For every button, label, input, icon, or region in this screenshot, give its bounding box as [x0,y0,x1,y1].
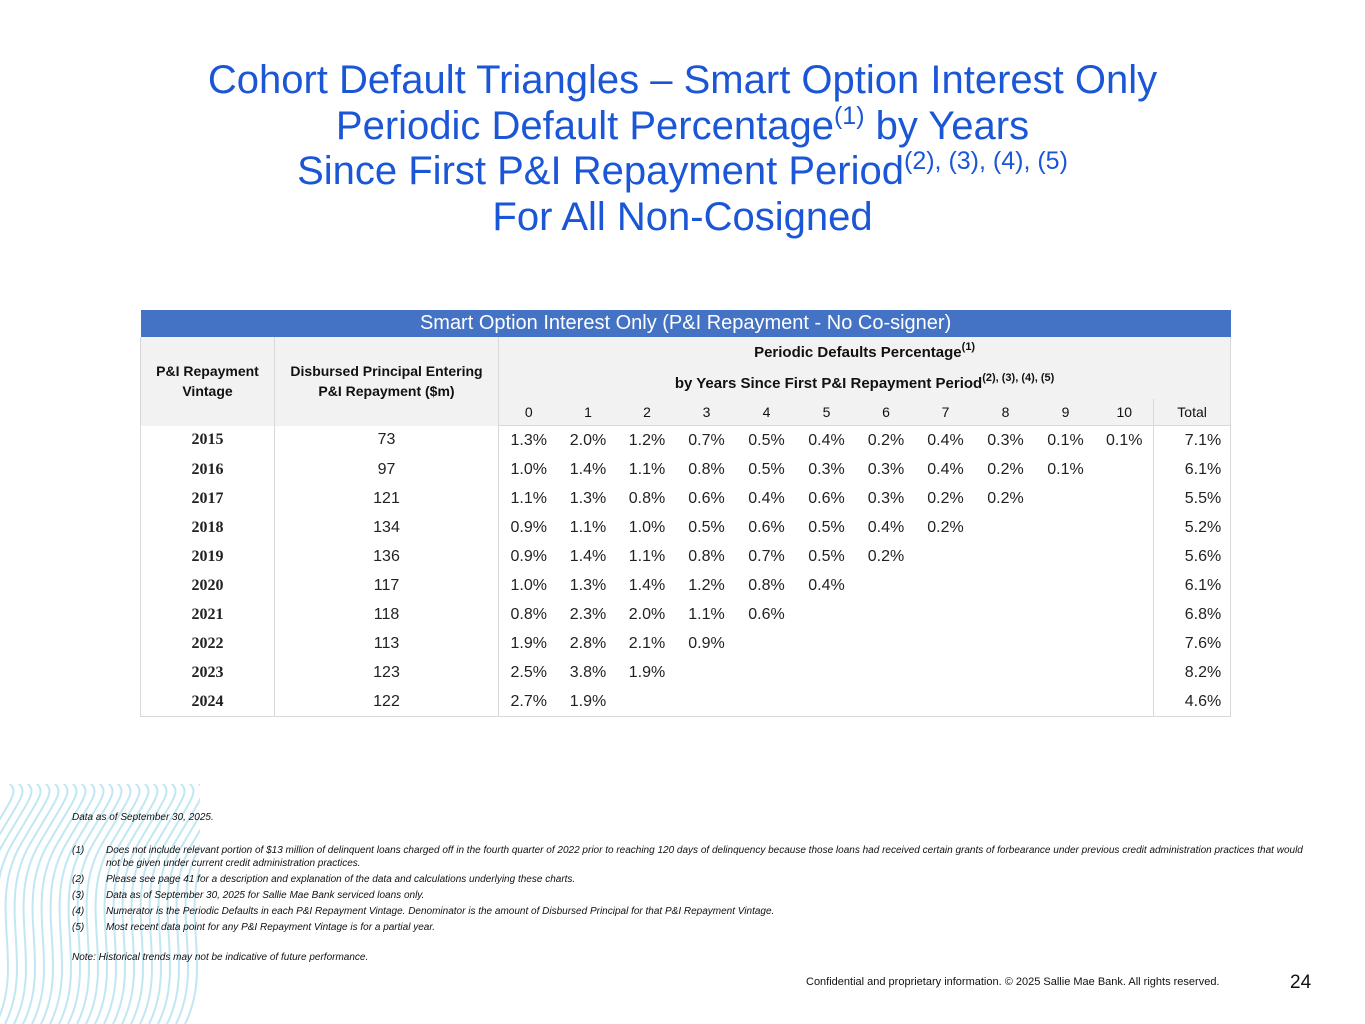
default-pct-cell: 1.4% [628,576,666,594]
default-pct-cell [797,687,857,717]
default-pct-cell [1096,600,1154,629]
default-pct-cell [1096,542,1154,571]
vintage-cell: 2016 [141,455,275,484]
footnote-text: Does not include relevant portion of $13 million of delinquent loans charged off in the fourth quarter of 2022 prior to reaching 120 days of delinquency because those loans had received certain grants of forbearance under previous credit administration practices that would not be given under current credit administration practices. [106,845,1303,869]
default-pct-cell: 1.4% [569,547,607,565]
default-pct-cell: 0.2% [927,518,964,536]
default-pct-cell: 2.8% [569,634,607,652]
default-pct-cell [1036,513,1096,542]
default-pct-cell [1036,542,1096,571]
disbursed-cell: 136 [275,542,499,571]
default-pct-cell: 1.2% [688,576,725,594]
default-pct-cell: 1.3% [569,576,607,594]
default-pct-cell: 1.4% [569,460,607,478]
default-pct-cell: 0.6% [748,605,785,623]
default-pct-cell [1036,629,1096,658]
total-cell: 7.6% [1154,629,1231,658]
default-pct-cell: 0.6% [688,489,725,507]
years-since-sup: (2), (3), (4), (5) [982,372,1055,384]
footnote-refs-2-5: (2), (3), (4), (5) [904,147,1068,175]
default-pct-cell: 0.2% [927,489,964,507]
default-pct-cell: 1.1% [688,605,725,623]
default-pct-cell: 0.5% [748,431,785,449]
year-col-header: 2 [618,399,677,426]
default-pct-cell: 0.4% [927,460,964,478]
default-pct-cell: 0.1% [1047,431,1084,449]
default-pct-cell: 0.7% [748,547,785,565]
default-pct-cell [737,629,797,658]
default-pct-cell [976,687,1036,717]
disbursed-cell: 123 [275,658,499,687]
year-col-header: 9 [1036,399,1096,426]
default-pct-cell [976,542,1036,571]
default-pct-cell: 2.3% [569,605,607,623]
confidential-notice: Confidential and proprietary information. © 2025 Sallie Mae Bank. All rights reserved. [806,976,1220,988]
footnote-list [72,844,1312,934]
default-pct-cell [1036,484,1096,513]
default-pct-cell [857,687,916,717]
default-pct-cell: 1.1% [569,518,607,536]
table-row [141,571,1231,600]
default-pct-cell [916,658,976,687]
default-pct-cell [976,513,1036,542]
default-pct-cell [1036,571,1096,600]
default-pct-cell: 1.3% [510,431,547,449]
default-pct-cell: 0.3% [987,431,1024,449]
default-pct-cell [1036,687,1096,717]
total-cell: 6.8% [1154,600,1231,629]
default-pct-cell [857,600,916,629]
year-col-header: 4 [737,399,797,426]
default-pct-cell: 1.2% [628,431,666,449]
vintage-cell: 2021 [141,600,275,629]
disbursed-cell: 73 [275,426,499,456]
table-row [141,426,1231,456]
default-pct-cell [618,687,677,717]
vintage-cell: 2022 [141,629,275,658]
default-pct-cell [976,600,1036,629]
table-row [141,687,1231,717]
year-col-header: 8 [976,399,1036,426]
periodic-defaults-header-text: Periodic Defaults Percentage [754,344,962,361]
title-line-3 [0,149,1365,195]
table-body [141,426,1231,717]
default-pct-cell: 1.0% [510,460,547,478]
default-pct-cell: 0.8% [748,576,785,594]
total-cell: 6.1% [1154,571,1231,600]
year-col-header: 6 [857,399,916,426]
default-pct-cell: 0.6% [808,489,845,507]
footnote-item [72,889,1312,902]
table-row [141,455,1231,484]
periodic-defaults-sup: (1) [961,341,976,353]
default-pct-cell: 0.4% [748,489,785,507]
title-line-2-tail: by Years [864,103,1030,148]
default-pct-cell: 2.0% [628,605,666,623]
default-pct-cell: 0.8% [688,460,725,478]
total-cell: 5.6% [1154,542,1231,571]
default-pct-cell: 0.5% [808,518,845,536]
table-row [141,513,1231,542]
total-col-header: Total [1154,399,1231,426]
vintage-cell: 2023 [141,658,275,687]
default-pct-cell [1096,658,1154,687]
vintage-cell: 2015 [141,426,275,456]
default-pct-cell: 1.9% [559,687,618,717]
footnote-ref-1: (1) [833,101,865,130]
total-cell: 7.1% [1154,426,1231,456]
data-as-of-note: Data as of September 30, 2025. [72,812,214,823]
default-pct-cell [797,629,857,658]
default-pct-cell: 1.3% [569,489,607,507]
default-pct-cell: 0.3% [808,460,845,478]
footnote-item [72,905,1312,918]
default-pct-cell: 1.0% [628,518,666,536]
total-cell: 6.1% [1154,455,1231,484]
default-pct-cell: 2.7% [499,687,559,717]
default-pct-cell [1096,484,1154,513]
default-pct-cell [976,629,1036,658]
footnote-item [72,873,1312,886]
table-row [141,629,1231,658]
default-pct-cell [677,687,737,717]
default-pct-cell: 0.8% [628,489,666,507]
default-pct-cell: 3.8% [569,663,607,681]
title-line-2 [0,101,1365,150]
default-pct-cell: 0.8% [510,605,547,623]
default-pct-cell: 1.1% [628,460,666,478]
default-pct-cell [976,658,1036,687]
vintage-cell: 2019 [141,542,275,571]
default-pct-cell [916,571,976,600]
default-pct-cell [916,542,976,571]
footnote-text: Most recent data point for any P&I Repayment Vintage is for a partial year. [106,922,436,933]
disbursed-cell: 122 [275,687,499,717]
footnote-item [72,844,1312,870]
title-line-3-text: Since First P&I Repayment Period [297,149,904,193]
default-pct-cell: 0.2% [987,460,1024,478]
default-pct-cell: 0.1% [1047,460,1084,478]
footnote-text: Data as of September 30, 2025 for Sallie Mae Bank serviced loans only. [106,890,425,901]
vintage-column-header: P&I Repayment Vintage [141,337,275,426]
default-pct-cell [797,600,857,629]
year-col-header: 3 [677,399,737,426]
disbursed-cell: 113 [275,629,499,658]
year-col-header: 5 [797,399,857,426]
disbursed-cell: 117 [275,571,499,600]
default-pct-cell: 0.2% [867,547,905,565]
default-pct-cell [857,571,916,600]
default-pct-cell [737,687,797,717]
default-pct-cell [677,658,737,687]
title-line-2-text: Periodic Default Percentage [335,103,834,148]
default-pct-cell: 1.1% [510,489,547,507]
footnote-marker: (2) [72,874,85,885]
default-pct-cell [857,629,916,658]
default-pct-cell: 0.6% [748,518,785,536]
footnote-marker: (3) [72,890,85,901]
cohort-default-table [140,310,1231,717]
slide-title [0,58,1365,240]
default-pct-cell [976,571,1036,600]
disbursed-cell: 134 [275,513,499,542]
default-pct-cell [797,658,857,687]
disbursed-cell: 97 [275,455,499,484]
footnote-text: Please see page 41 for a description and explanation of the data and calculations underlying these charts. [106,874,576,885]
year-col-header: 0 [499,399,559,426]
default-pct-cell [916,687,976,717]
default-pct-cell [1096,455,1154,484]
default-pct-cell: 2.1% [628,634,666,652]
default-pct-cell [1096,571,1154,600]
default-pct-cell [1036,600,1096,629]
total-cell: 8.2% [1154,658,1231,687]
default-pct-cell: 0.4% [927,431,964,449]
default-pct-cell: 0.4% [808,431,845,449]
footnote-marker: (5) [72,922,85,933]
year-col-header: 1 [559,399,618,426]
default-pct-cell: 1.9% [510,634,547,652]
default-pct-cell: 0.2% [867,431,905,449]
disbursed-cell: 118 [275,600,499,629]
default-pct-cell: 0.4% [867,518,905,536]
default-pct-cell: 0.3% [867,460,905,478]
footnotes-section [72,812,1312,963]
default-pct-cell: 1.9% [628,663,666,681]
default-pct-cell [916,629,976,658]
default-pct-cell: 0.5% [808,547,845,565]
default-pct-cell [1096,687,1154,717]
table-row [141,658,1231,687]
default-pct-cell: 1.0% [510,576,547,594]
default-pct-cell [916,600,976,629]
default-pct-cell: 0.4% [808,576,845,594]
footnote-text: Numerator is the Periodic Defaults in each P&I Repayment Vintage. Denominator is the amount of Disbursed Principal for that P&I Repayment Vintage. [106,906,775,917]
default-pct-cell: 2.0% [569,431,607,449]
total-cell: 5.2% [1154,513,1231,542]
default-pct-cell: 0.7% [688,431,725,449]
default-pct-cell: 0.5% [748,460,785,478]
default-pct-cell: 0.5% [688,518,725,536]
default-pct-cell: 0.2% [987,489,1024,507]
default-pct-cell [1096,629,1154,658]
total-cell: 5.5% [1154,484,1231,513]
footnote-marker: (4) [72,906,85,917]
disbursed-column-header: Disbursed Principal Entering P&I Repayment ($m) [275,337,499,426]
disbursed-cell: 121 [275,484,499,513]
default-pct-cell: 0.9% [510,518,547,536]
year-col-header: 10 [1096,399,1154,426]
default-pct-cell: 0.9% [688,634,725,652]
table-row [141,484,1231,513]
default-pct-cell [1036,658,1096,687]
vintage-cell: 2017 [141,484,275,513]
title-line-1: Cohort Default Triangles – Smart Option Interest Only [207,58,1158,102]
table-banner: Smart Option Interest Only (P&I Repayment - No Co-signer) [141,310,1231,337]
default-pct-cell [737,658,797,687]
default-pct-cell: 0.9% [510,547,547,565]
vintage-cell: 2018 [141,513,275,542]
default-pct-cell: 0.8% [688,547,725,565]
default-pct-cell [1096,513,1154,542]
title-line-4: For All Non-Cosigned [492,194,873,239]
footnote-marker: (1) [72,845,85,856]
year-col-header: 7 [916,399,976,426]
years-since-header [499,368,1231,399]
table-banner-row [141,310,1231,337]
page-number: 24 [1290,972,1312,993]
wave-line [0,784,23,1024]
table-row [141,600,1231,629]
vintage-cell: 2020 [141,571,275,600]
default-pct-cell [857,658,916,687]
total-cell: 4.6% [1154,687,1231,717]
years-since-header-text: by Years Since First P&I Repayment Period [674,375,983,392]
table-row [141,542,1231,571]
periodic-defaults-header [499,337,1231,368]
historical-note: Note: Historical trends may not be indicative of future performance. [72,952,369,963]
default-pct-cell: 0.3% [867,489,905,507]
vintage-cell: 2024 [141,687,275,717]
footnote-item [72,921,1312,934]
default-pct-cell: 0.1% [1106,431,1143,449]
default-pct-cell: 2.5% [510,663,547,681]
default-pct-cell: 1.1% [628,547,666,565]
